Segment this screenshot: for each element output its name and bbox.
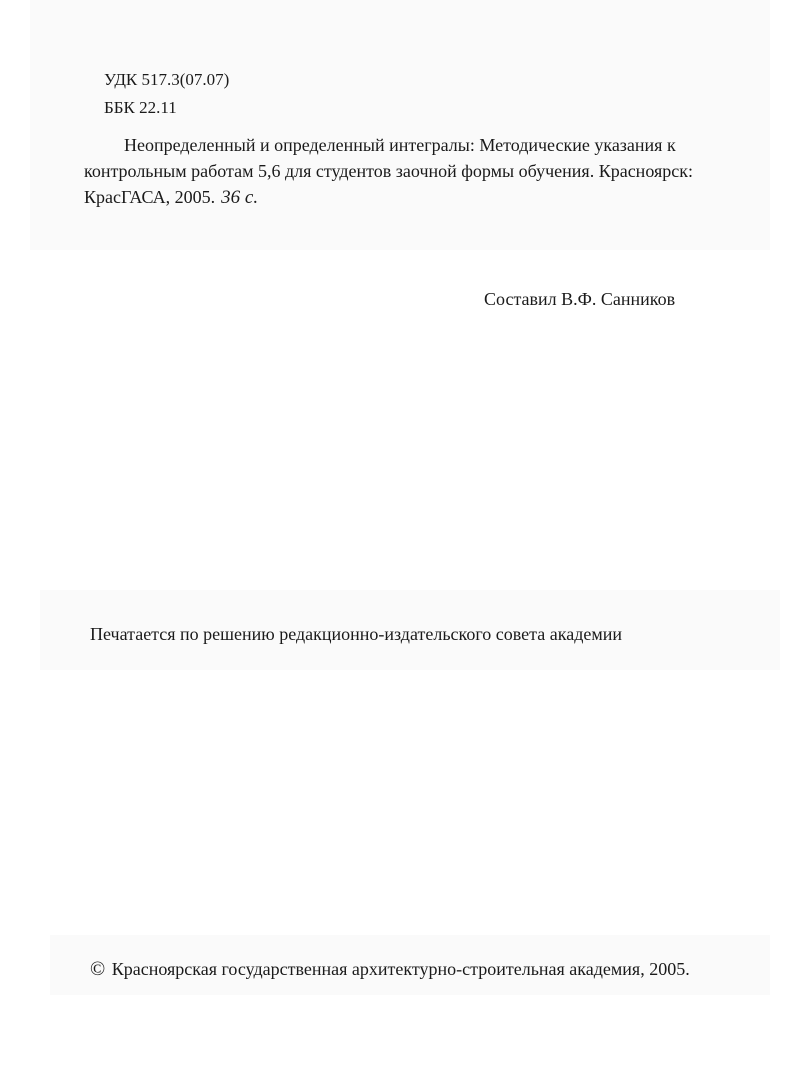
bibliographic-abstract [84, 132, 744, 211]
abstract-line-2: контрольным работам 5,6 для студентов заочной формы обучения. Красноярск: [84, 161, 693, 181]
bbk-code: ББК 22.11 [104, 98, 177, 117]
page-count: 36 с. [221, 187, 259, 208]
udk-code: УДК 517.3(07.07) [104, 70, 230, 89]
abstract-line-1: Неопределенный и определенный интегралы: Методические указания к [124, 135, 676, 155]
compiler-credit: Составил В.Ф. Санников [484, 289, 676, 309]
copyright-icon: © [90, 958, 106, 980]
publisher-year: КрасГАСА, 2005. [84, 187, 216, 207]
copyright-text: Красноярская государственная архитектурно-строительная академия, 2005. [111, 959, 690, 979]
publication-approval: Печатается по решению редакционно-издательского совета академии [90, 624, 622, 644]
abstract-line-3 [84, 184, 744, 211]
copyright-notice [90, 957, 690, 981]
scan-shade-top [30, 0, 770, 250]
